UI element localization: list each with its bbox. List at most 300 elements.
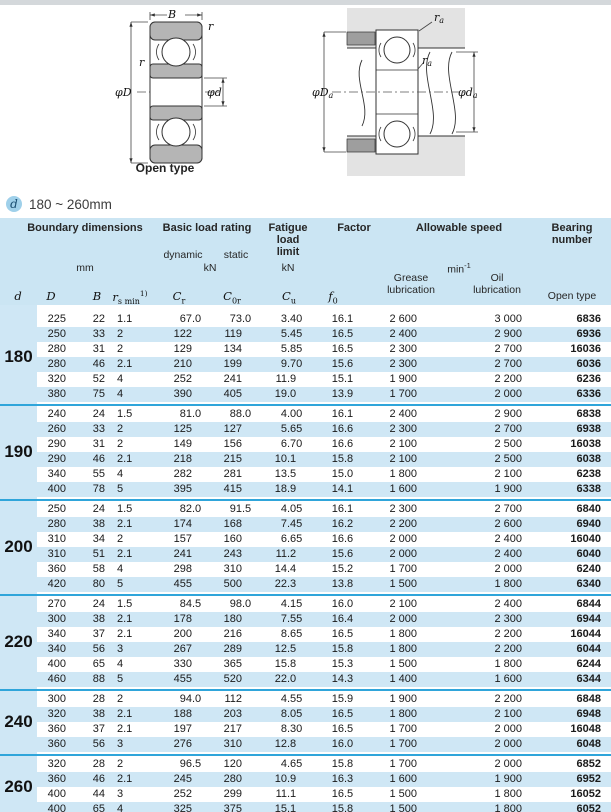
- table-section-190: [0, 407, 611, 497]
- cell-f0: 16 .1: [331, 408, 354, 420]
- cell-cu: 4 .65: [280, 758, 303, 770]
- section-separator-line: [0, 689, 611, 692]
- cell-grease-speed: 2 400: [389, 408, 417, 420]
- cell-rs-min: 2: [117, 423, 124, 435]
- cell-cu: 11 .1: [275, 788, 297, 800]
- table-row: [0, 387, 611, 402]
- header-boundary-dimensions: Boundary dimensions: [27, 222, 143, 234]
- label-r-top: r: [208, 20, 214, 33]
- cell-rs-min: 3: [117, 738, 124, 750]
- col-symbol-D: D: [46, 289, 56, 303]
- row-cells: [37, 642, 611, 657]
- cell-oil-speed: 2 400: [494, 598, 522, 610]
- row-label-spacer: [0, 372, 37, 387]
- header-static: static: [223, 249, 249, 261]
- label-phi-d: φd: [207, 86, 222, 99]
- cell-oil-speed: 1 800: [494, 788, 522, 800]
- cell-c0r: 98 .0: [229, 598, 252, 610]
- cell-rs-min: 4: [117, 388, 124, 400]
- row-label-spacer: [0, 502, 37, 517]
- section-separator-line: [0, 594, 611, 597]
- cell-oil-speed: 2 100: [494, 468, 522, 480]
- cell-cu: 22 .3: [274, 578, 297, 590]
- section-d-label: 240: [4, 712, 33, 731]
- label-ra-top: ra: [434, 11, 445, 25]
- cell-cr: 197: [173, 723, 192, 735]
- cell-D: 340: [47, 628, 66, 640]
- cell-bearing-number: 6336: [576, 388, 601, 400]
- cell-oil-speed: 1 800: [494, 803, 522, 812]
- cell-bearing-number: 6040: [576, 548, 601, 560]
- cell-bearing-number: 6340: [576, 578, 601, 590]
- cell-oil-speed: 2 200: [494, 373, 522, 385]
- section-separator-line: [0, 404, 611, 407]
- table-row: [0, 517, 611, 532]
- cell-rs-min: 1.5: [117, 408, 133, 420]
- cell-f0: 16 .4: [331, 613, 354, 625]
- cell-grease-speed: 1 700: [389, 738, 417, 750]
- cell-D: 420: [47, 578, 66, 590]
- row-cells: [37, 737, 611, 752]
- cell-D: 290: [47, 453, 66, 465]
- cell-oil-speed: 1 900: [494, 773, 522, 785]
- cell-cu: 7 .45: [280, 518, 303, 530]
- label-r-left: r: [139, 56, 145, 69]
- row-cells: [37, 672, 611, 687]
- cell-cr: 252: [173, 373, 192, 385]
- row-cells: [37, 422, 611, 437]
- cell-cu: 8 .30: [280, 723, 303, 735]
- row-cells: [37, 372, 611, 387]
- cell-cu: 22 .0: [274, 673, 297, 685]
- row-cells: [37, 532, 611, 547]
- cell-grease-speed: 1 800: [389, 708, 417, 720]
- cell-oil-speed: 2 700: [494, 358, 522, 370]
- cell-c0r: 127: [223, 423, 242, 435]
- row-label-spacer: [0, 692, 37, 707]
- header-min-unit: $\min^{-1}$: [447, 261, 471, 276]
- table-row: [0, 532, 611, 547]
- cell-grease-speed: 1 900: [389, 693, 417, 705]
- row-label-spacer: [0, 597, 37, 612]
- cell-cr: 149: [173, 438, 192, 450]
- cell-cu: 10 .9: [274, 773, 297, 785]
- cell-bearing-number: 6844: [576, 598, 601, 610]
- cell-oil-speed: 2 700: [494, 423, 522, 435]
- cell-cu: 12 .5: [274, 643, 297, 655]
- col-symbol-B: B: [92, 289, 102, 303]
- cell-rs-min: 2: [117, 693, 124, 705]
- cell-grease-speed: 2 300: [389, 358, 417, 370]
- cell-f0: 13 .8: [331, 578, 354, 590]
- cell-grease-speed: 1 900: [389, 373, 417, 385]
- cell-D: 320: [47, 758, 66, 770]
- cell-D: 260: [47, 423, 66, 435]
- cell-bearing-number: 6944: [576, 613, 601, 625]
- cell-cr: 325: [173, 803, 192, 812]
- cell-cu: 8 .65: [280, 628, 303, 640]
- cell-f0: 15 .6: [331, 548, 354, 560]
- cell-B: 37: [92, 723, 105, 735]
- cell-cr: 298: [173, 563, 192, 575]
- cell-bearing-number: 6052: [576, 803, 601, 812]
- cell-c0r: 520: [223, 673, 242, 685]
- cell-grease-speed: 2 000: [389, 613, 417, 625]
- cell-rs-min: 5: [117, 578, 124, 590]
- table-row: [0, 787, 611, 802]
- table-row: [0, 577, 611, 592]
- cell-oil-speed: 2 000: [494, 723, 522, 735]
- row-cells: [37, 437, 611, 452]
- cell-grease-speed: 1 700: [389, 563, 417, 575]
- row-cells: [37, 342, 611, 357]
- cell-D: 280: [47, 518, 66, 530]
- cell-oil-speed: 2 300: [494, 613, 522, 625]
- cell-bearing-number: 6036: [576, 358, 601, 370]
- cell-bearing-number: 6852: [576, 758, 601, 770]
- header-grease-lubrication: Grease lubrication: [387, 272, 435, 296]
- cell-cu: 19 .0: [274, 388, 297, 400]
- cell-bearing-number: 6038: [576, 453, 601, 465]
- cell-D: 400: [47, 803, 66, 812]
- cell-rs-min: 2.1: [117, 358, 133, 370]
- col-symbol-c0r: $C_{0r}$: [223, 289, 241, 306]
- cell-c0r: 310: [223, 738, 242, 750]
- cell-B: 38: [92, 518, 105, 530]
- row-cells: [37, 407, 611, 422]
- cell-cu: 4 .15: [280, 598, 303, 610]
- cell-bearing-number: 6240: [576, 563, 601, 575]
- cell-rs-min: 2: [117, 438, 124, 450]
- row-cells: [37, 562, 611, 577]
- cell-cr: 67 .0: [179, 313, 202, 325]
- header-bearing-number: Bearing number: [551, 222, 593, 246]
- cell-oil-speed: 2 400: [494, 533, 522, 545]
- cell-D: 225: [47, 313, 66, 325]
- cell-bearing-number: 6948: [576, 708, 601, 720]
- cell-c0r: 500: [223, 578, 242, 590]
- table-row: [0, 692, 611, 707]
- cell-B: 24: [92, 598, 105, 610]
- section-separator-line: [0, 499, 611, 502]
- cell-cr: 395: [173, 483, 192, 495]
- cell-f0: 16 .1: [331, 313, 354, 325]
- cell-f0: 16 .5: [331, 788, 354, 800]
- cell-D: 250: [47, 503, 66, 515]
- cell-cr: 245: [173, 773, 192, 785]
- cell-oil-speed: 2 000: [494, 738, 522, 750]
- cell-cr: 96 .5: [179, 758, 202, 770]
- row-label-spacer: [0, 467, 37, 482]
- cell-rs-min: 2: [117, 343, 124, 355]
- cell-D: 270: [47, 598, 66, 610]
- cell-c0r: 112: [224, 693, 242, 705]
- row-cells: [37, 627, 611, 642]
- section-title: [6, 195, 112, 213]
- cell-oil-speed: 3 000: [494, 313, 522, 325]
- cell-bearing-number: 6938: [576, 423, 601, 435]
- section-d-label: 260: [4, 777, 33, 796]
- cell-f0: 14 .1: [331, 483, 354, 495]
- row-cells: [37, 772, 611, 787]
- table-row: [0, 372, 611, 387]
- cell-B: 46: [92, 453, 105, 465]
- cell-cu: 15 .8: [274, 658, 297, 670]
- cell-rs-min: 4: [117, 468, 124, 480]
- row-label-spacer: [0, 562, 37, 577]
- cell-rs-min: 3: [117, 788, 124, 800]
- table-row: [0, 312, 611, 327]
- cell-f0: 16 .6: [331, 533, 354, 545]
- cell-B: 24: [92, 503, 105, 515]
- cell-cu: 7 .55: [280, 613, 303, 625]
- cell-f0: 14 .3: [331, 673, 354, 685]
- table-rows-area: [0, 305, 611, 812]
- cell-cr: 82 .0: [179, 503, 202, 515]
- row-cells: [37, 312, 611, 327]
- cell-cu: 4 .00: [280, 408, 303, 420]
- table-row: [0, 327, 611, 342]
- cell-cu: 4 .55: [280, 693, 303, 705]
- cell-cr: 218: [173, 453, 192, 465]
- header-kn-basic: kN: [203, 262, 217, 274]
- cell-B: 46: [92, 773, 105, 785]
- table-row: [0, 722, 611, 737]
- label-phi-Da: φDa: [312, 86, 334, 100]
- row-cells: [37, 612, 611, 627]
- cell-f0: 15 .2: [331, 563, 354, 575]
- bearing-cross-section: [150, 22, 202, 163]
- cell-D: 360: [47, 738, 66, 750]
- row-cells: [37, 722, 611, 737]
- cell-bearing-number: 6952: [576, 773, 601, 785]
- cell-bearing-number: 6044: [576, 643, 601, 655]
- row-label-spacer: [0, 577, 37, 592]
- cell-cr: 455: [173, 673, 192, 685]
- cell-c0r: 91 .5: [229, 503, 252, 515]
- label-phi-da: φda: [458, 86, 478, 100]
- table-row: [0, 342, 611, 357]
- cell-grease-speed: 1 800: [389, 468, 417, 480]
- cell-B: 34: [92, 533, 105, 545]
- cell-c0r: 281: [223, 468, 242, 480]
- cell-cr: 276: [173, 738, 192, 750]
- row-label-spacer: [0, 422, 37, 437]
- cell-bearing-number: 6838: [576, 408, 601, 420]
- row-cells: [37, 707, 611, 722]
- cell-c0r: 203: [223, 708, 242, 720]
- cell-c0r: 120: [223, 758, 242, 770]
- col-symbol-cu: $C_u$: [282, 289, 296, 306]
- table-row: [0, 642, 611, 657]
- cell-oil-speed: 2 400: [494, 548, 522, 560]
- cell-c0r: 168: [223, 518, 242, 530]
- table-section-260: [0, 757, 611, 812]
- row-cells: [37, 357, 611, 372]
- cell-cr: 267: [173, 643, 192, 655]
- cell-bearing-number: 6836: [576, 313, 601, 325]
- cell-B: 28: [92, 693, 105, 705]
- cell-B: 65: [92, 658, 105, 670]
- row-label-spacer: [0, 312, 37, 327]
- cell-rs-min: 4: [117, 373, 124, 385]
- header-basic-load-rating: Basic load rating: [162, 222, 252, 234]
- cell-D: 320: [47, 373, 66, 385]
- cell-grease-speed: 1 700: [389, 388, 417, 400]
- cell-oil-speed: 2 900: [494, 408, 522, 420]
- header-oil-lubrication: Oil lubrication: [473, 272, 521, 296]
- cell-B: 88: [92, 673, 105, 685]
- cell-c0r: 199: [223, 358, 242, 370]
- cell-cu: 8 .05: [280, 708, 303, 720]
- cell-cr: 210: [173, 358, 192, 370]
- cell-B: 75: [92, 388, 105, 400]
- table-row: [0, 452, 611, 467]
- cell-cr: 125: [173, 423, 192, 435]
- cell-oil-speed: 1 600: [494, 673, 522, 685]
- cell-rs-min: 2: [117, 758, 124, 770]
- section-d-label: 220: [4, 632, 33, 651]
- cell-B: 65: [92, 803, 105, 812]
- header-open-type: Open type: [547, 290, 597, 302]
- cell-cr: 241: [173, 548, 192, 560]
- cell-f0: 15 .6: [331, 358, 354, 370]
- cell-B: 78: [92, 483, 105, 495]
- cell-c0r: 415: [223, 483, 242, 495]
- cell-oil-speed: 2 900: [494, 328, 522, 340]
- col-symbol-cr: $C_r$: [172, 289, 186, 306]
- cell-cr: 188: [173, 708, 192, 720]
- cell-B: 51: [92, 548, 105, 560]
- row-cells: [37, 452, 611, 467]
- cell-c0r: 241: [223, 373, 242, 385]
- row-cells: [37, 467, 611, 482]
- table-row: [0, 422, 611, 437]
- row-cells: [37, 327, 611, 342]
- shoulder-bottom: [347, 139, 375, 152]
- cell-bearing-number: 6238: [576, 468, 601, 480]
- cell-grease-speed: 1 400: [389, 673, 417, 685]
- cell-rs-min: 4: [117, 658, 124, 670]
- cell-cu: 3 .40: [280, 313, 303, 325]
- header-factor: Factor: [337, 222, 371, 234]
- table-row: [0, 437, 611, 452]
- cell-cr: 252: [173, 788, 192, 800]
- cell-c0r: 134: [223, 343, 242, 355]
- cell-D: 310: [47, 533, 66, 545]
- cell-D: 240: [47, 408, 66, 420]
- cell-oil-speed: 2 100: [494, 708, 522, 720]
- cell-cr: 122: [173, 328, 192, 340]
- cell-B: 56: [92, 643, 105, 655]
- row-cells: [37, 692, 611, 707]
- row-label-spacer: [0, 327, 37, 342]
- table-section-240: [0, 692, 611, 752]
- cell-B: 31: [92, 438, 105, 450]
- row-cells: [37, 517, 611, 532]
- cell-cr: 330: [173, 658, 192, 670]
- cell-c0r: 73 .0: [229, 313, 252, 325]
- row-cells: [37, 802, 611, 812]
- cell-rs-min: 1.5: [117, 598, 133, 610]
- cell-cr: 174: [173, 518, 192, 530]
- cell-oil-speed: 2 500: [494, 438, 522, 450]
- cell-oil-speed: 2 700: [494, 343, 522, 355]
- cell-D: 380: [47, 388, 66, 400]
- cell-f0: 15 .8: [331, 758, 354, 770]
- cell-bearing-number: 16040: [570, 533, 601, 545]
- cell-cr: 200: [173, 628, 192, 640]
- cell-cu: 4 .05: [280, 503, 303, 515]
- cell-D: 280: [47, 358, 66, 370]
- cell-c0r: 88 .0: [229, 408, 252, 420]
- cell-bearing-number: 6244: [576, 658, 601, 670]
- cell-f0: 15 .8: [331, 803, 354, 812]
- cell-rs-min: 2.1: [117, 518, 133, 530]
- cell-grease-speed: 2 100: [389, 598, 417, 610]
- cell-grease-speed: 2 400: [389, 328, 417, 340]
- cell-D: 310: [47, 548, 66, 560]
- cell-c0r: 243: [223, 548, 242, 560]
- cell-B: 56: [92, 738, 105, 750]
- table-row: [0, 407, 611, 422]
- cell-c0r: 299: [223, 788, 242, 800]
- cell-cu: 10 .1: [274, 453, 297, 465]
- cell-rs-min: 2.1: [117, 708, 133, 720]
- cell-D: 280: [47, 343, 66, 355]
- row-cells: [37, 597, 611, 612]
- row-cells: [37, 502, 611, 517]
- cell-rs-min: 2.1: [117, 628, 133, 640]
- cell-grease-speed: 2 100: [389, 438, 417, 450]
- section-separator-line: [0, 754, 611, 757]
- table-header: [0, 218, 611, 305]
- cell-c0r: 280: [223, 773, 242, 785]
- cell-D: 300: [47, 693, 66, 705]
- cell-rs-min: 3: [117, 643, 124, 655]
- cell-bearing-number: 16036: [570, 343, 601, 355]
- ball-top: [384, 37, 410, 63]
- cell-cu: 11 .2: [275, 548, 297, 560]
- cell-D: 320: [47, 708, 66, 720]
- cell-rs-min: 2.1: [117, 453, 133, 465]
- cell-bearing-number: 16052: [570, 788, 601, 800]
- row-label-spacer: [0, 672, 37, 687]
- table-row: [0, 562, 611, 577]
- cell-oil-speed: 1 800: [494, 658, 522, 670]
- row-label-spacer: [0, 612, 37, 627]
- cell-rs-min: 5: [117, 483, 124, 495]
- table-row: [0, 547, 611, 562]
- cell-c0r: 405: [223, 388, 242, 400]
- cell-B: 52: [92, 373, 105, 385]
- cell-B: 31: [92, 343, 105, 355]
- cell-oil-speed: 2 500: [494, 453, 522, 465]
- cell-cu: 6 .70: [280, 438, 303, 450]
- cell-f0: 16 .5: [331, 708, 354, 720]
- cell-cr: 282: [173, 468, 192, 480]
- cell-c0r: 160: [223, 533, 242, 545]
- table-row: [0, 657, 611, 672]
- cell-D: 360: [47, 773, 66, 785]
- row-label-spacer: [0, 657, 37, 672]
- cell-cr: 390: [173, 388, 192, 400]
- cell-rs-min: 4: [117, 563, 124, 575]
- cell-oil-speed: 1 900: [494, 483, 522, 495]
- header-mm: mm: [76, 262, 94, 274]
- cell-B: 37: [92, 628, 105, 640]
- cell-B: 33: [92, 328, 105, 340]
